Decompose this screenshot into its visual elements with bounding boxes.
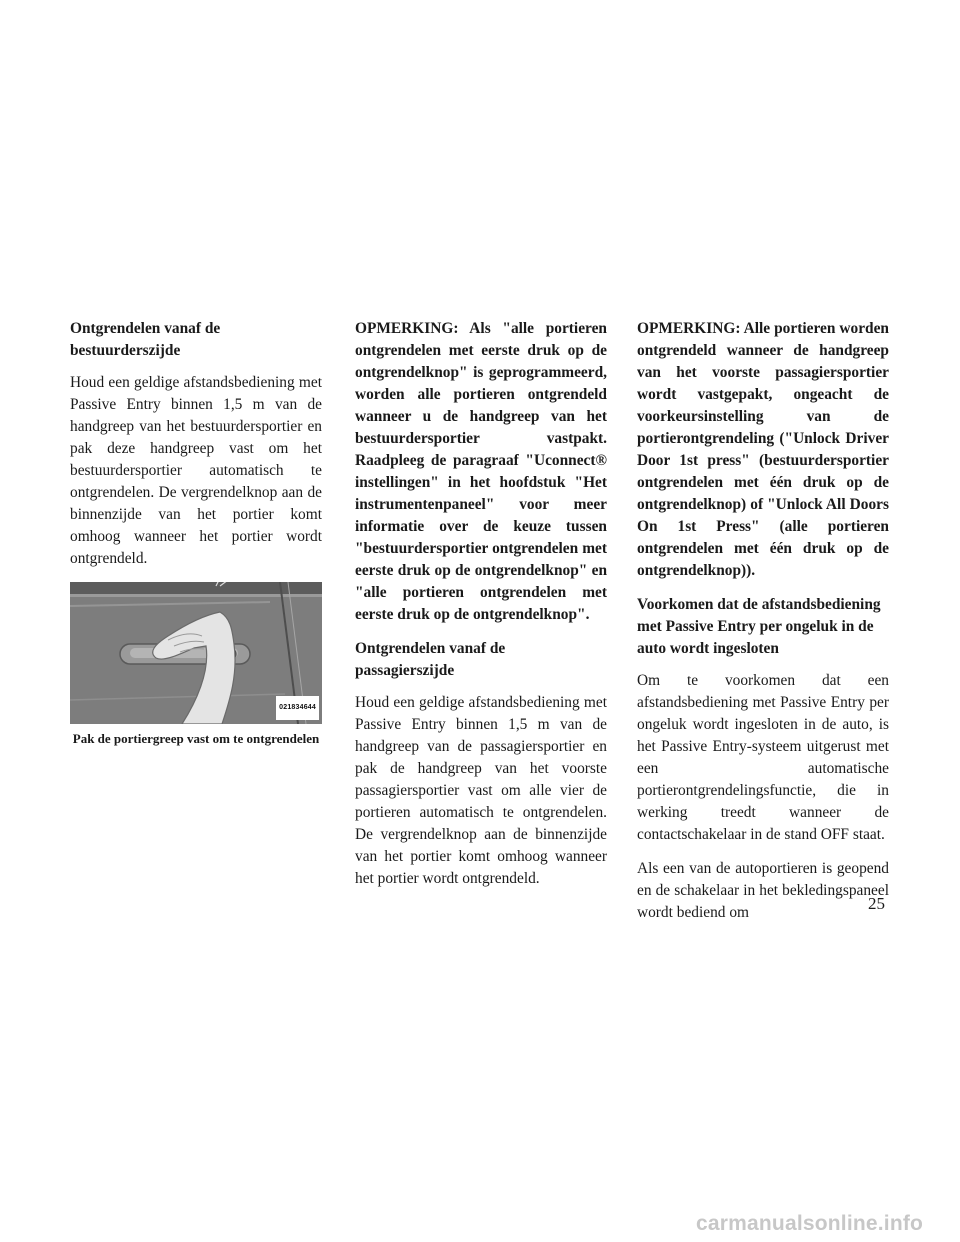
body-prevent-lockin-1: Om te voorkomen dat een afstandsbediening met Passive Entry per ongeluk wordt ingesloten in de auto, is het Passive Entry-systeem uitgerust met een automatische portierontgrendelingsfunctie, die in werking treedt wanneer de contactschakelaar in de stand OFF staat.: [637, 672, 889, 843]
figure-caption: Pak de portiergreep vast om te ontgrendelen: [72, 731, 320, 746]
section-heading-driver-side: Ontgrendelen vanaf de bestuurderszijde: [70, 320, 221, 359]
body-driver-side: Houd een geldige afstandsbediening met Passive Entry binnen 1,5 m van de handgreep van het bestuurdersportier en pak deze handgreep vast om het bestuurdersportier automatisch te ontgrendelen. De vergrendelknop aan de binnenzijde van het portier komt omhoog wanneer het portier wordt ontgrendeld.: [70, 374, 322, 567]
body-prevent-lockin-2: Als een van de autoportieren is geopend en de schakelaar in het bekledingspaneel wordt bediend om: [637, 860, 889, 921]
watermark: carmanualsonline.info: [696, 1212, 924, 1235]
column-middle: [355, 318, 607, 902]
section-heading-passenger-side: Ontgrendelen vanaf de passagierszijde: [355, 640, 506, 679]
note-passenger-handle: OPMERKING: Alle portieren worden ontgrendeld wanneer de handgreep van het voorste passagiersportier wordt vastgepakt, ongeacht de voorkeursinstelling van de portierontgrendeling ("Unlock Driver Door 1st press" (bestuurdersportier ontgrendelen met één druk op de ontgrendelknop) of "Unlock All Doors On 1st Press" (alle portieren ontgrendelen met één druk op de ontgrendelknop)).: [637, 320, 889, 579]
column-right: [637, 318, 889, 936]
column-left: [70, 318, 322, 747]
door-handle-figure: [70, 582, 322, 724]
note-all-doors: OPMERKING: Als "alle portieren ontgrendelen met eerste druk op de ontgrendelknop" is geprogrammeerd, worden alle portieren ontgrendeld wanneer u de handgreep van het bestuurdersportier vastpakt. Raadpleeg de paragraaf "Uconnect® instellingen" in het hoofdstuk "Het instrumentenpaneel" voor meer informatie over de keuze tussen "bestuurdersportier ontgrendelen met eerste druk op de ontgrendelknop" en "alle portieren ontgrendelen met eerste druk op de ontgrendelknop".: [355, 320, 607, 623]
figure-id-label: 021834644: [276, 696, 319, 720]
page-number: 25: [868, 894, 885, 913]
section-heading-prevent-lockin: Voorkomen dat de afstandsbediening met Passive Entry per ongeluk in de auto wordt ingesloten: [637, 596, 881, 657]
body-passenger-side: Houd een geldige afstandsbediening met Passive Entry binnen 1,5 m van de handgreep van de passagiersportier en pak de handgreep van het voorste passagiersportier vast om alle vier de portieren automatisch te ontgrendelen. De vergrendelknop aan de binnenzijde van het portier komt omhoog wanneer het portier wordt ontgrendeld.: [355, 694, 607, 887]
